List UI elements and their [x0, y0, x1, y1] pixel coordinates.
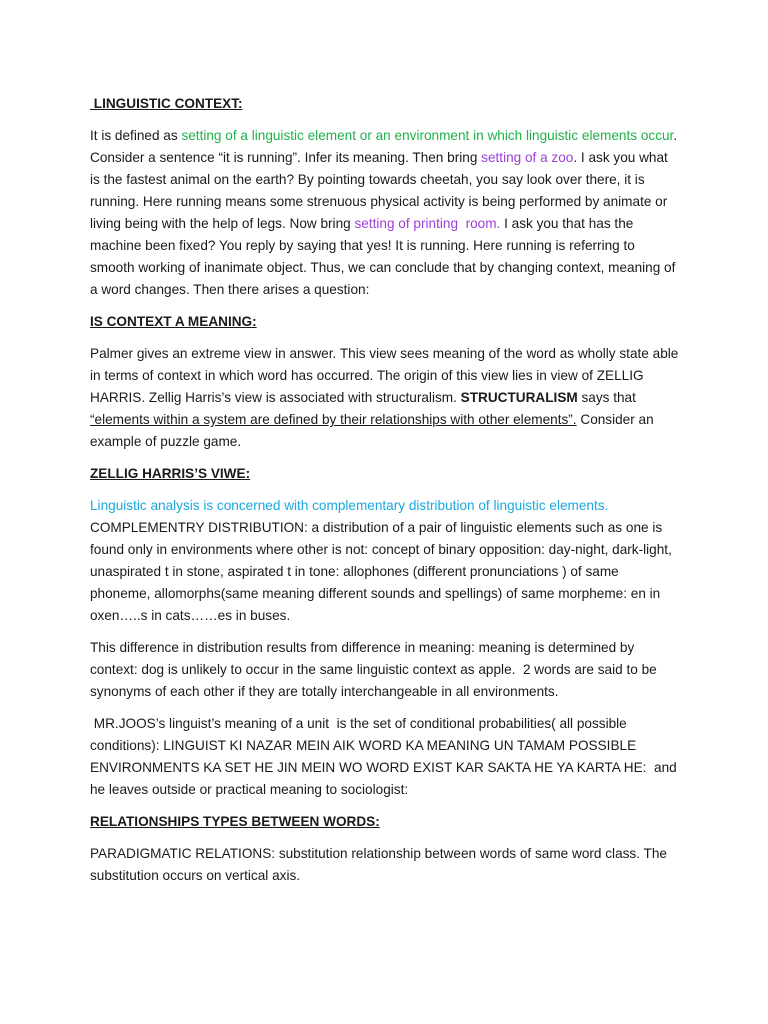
term-structuralism: STRUCTURALISM: [460, 390, 578, 405]
document-body: [90, 93, 680, 897]
paragraph-palmer: [90, 343, 680, 453]
text-span: It is defined as: [90, 128, 182, 143]
highlight-printing-room-setting: setting of printing room.: [354, 216, 501, 231]
text-span: says that: [577, 390, 636, 405]
text-span: I ask you that has the machine been fixed? You reply by saying that yes! It is running. Here running is referring to smooth working of inanimate object. Thus, we can conclude that by changing context, meaning of a word changes. Then there arises a question:: [90, 216, 676, 297]
text-span: Consider an example of puzzle game.: [90, 412, 654, 449]
paragraph-complementary-distribution: [90, 495, 680, 627]
quote-structuralism: “elements within a system are defined by their relationships with other elements”.: [90, 412, 577, 427]
highlight-definition: setting of a linguistic element or an environment in which linguistic elements occur: [181, 128, 674, 143]
paragraph-joos: MR.JOOS’s linguist’s meaning of a unit is the set of conditional probabilities( all possible conditions): LINGUIST KI NAZAR MEIN AIK WORD KA MEANING UN TAMAM POSSIBLE ENVIRONMENTS KA SET HE JIN MEIN WO WORD EXIST KAR SAKTA HE YA KARTA HE: and he leaves outside or practical meaning to sociologist:: [90, 716, 681, 797]
heading-relationship-types: RELATIONSHIPS TYPES BETWEEN WORDS:: [90, 814, 380, 829]
heading-zellig-harris-view: ZELLIG HARRIS’S VIWE:: [90, 466, 251, 481]
heading-linguistic-context: LINGUISTIC CONTEXT:: [90, 96, 243, 111]
highlight-zoo-setting: setting of a zoo: [481, 150, 574, 165]
paragraph-definition: [90, 125, 680, 301]
paragraph-paradigmatic: PARADIGMATIC RELATIONS: substitution relationship between words of same word class. The substitution occurs on vertical axis.: [90, 846, 667, 883]
heading-is-context-a-meaning: IS CONTEXT A MEANING:: [90, 314, 257, 329]
text-span: . Consider a sentence “it is running”. Infer its meaning. Then bring: [90, 128, 678, 165]
text-span: COMPLEMENTRY DISTRIBUTION: a distribution of a pair of linguistic elements such as one is found only in environments where other is not: concept of binary opposition: day-night, dark-light, unaspirated t in stone, aspirated t in tone: allophones (different pronunciations ) of same phoneme, allomorphs(same meaning different sounds and spellings) of same morpheme: en in oxen…..s in cats……es in buses.: [90, 520, 680, 623]
text-span: Palmer gives an extreme view in answer. This view sees meaning of the word as wholly state able in terms of context in which word has occurred. The origin of this view lies in view of ZELLIG HARRIS. Zellig Harris’s view is associated with structuralism.: [90, 346, 679, 405]
text-span: . I ask you what is the fastest animal on the earth? By pointing towards cheetah, you say look over there, it is running. Here running means some strenuous physical activity is being performed by animate or living being with the help of legs. Now bring: [90, 150, 668, 231]
highlight-linguistic-analysis: Linguistic analysis is concerned with complementary distribution of linguistic elements.: [90, 498, 609, 513]
paragraph-distribution-meaning: This difference in distribution results from difference in meaning: meaning is determined by context: dog is unlikely to occur in the same linguistic context as apple. 2 words are said to be synonyms of each other if they are totally interchangeable in all environments.: [90, 640, 661, 699]
